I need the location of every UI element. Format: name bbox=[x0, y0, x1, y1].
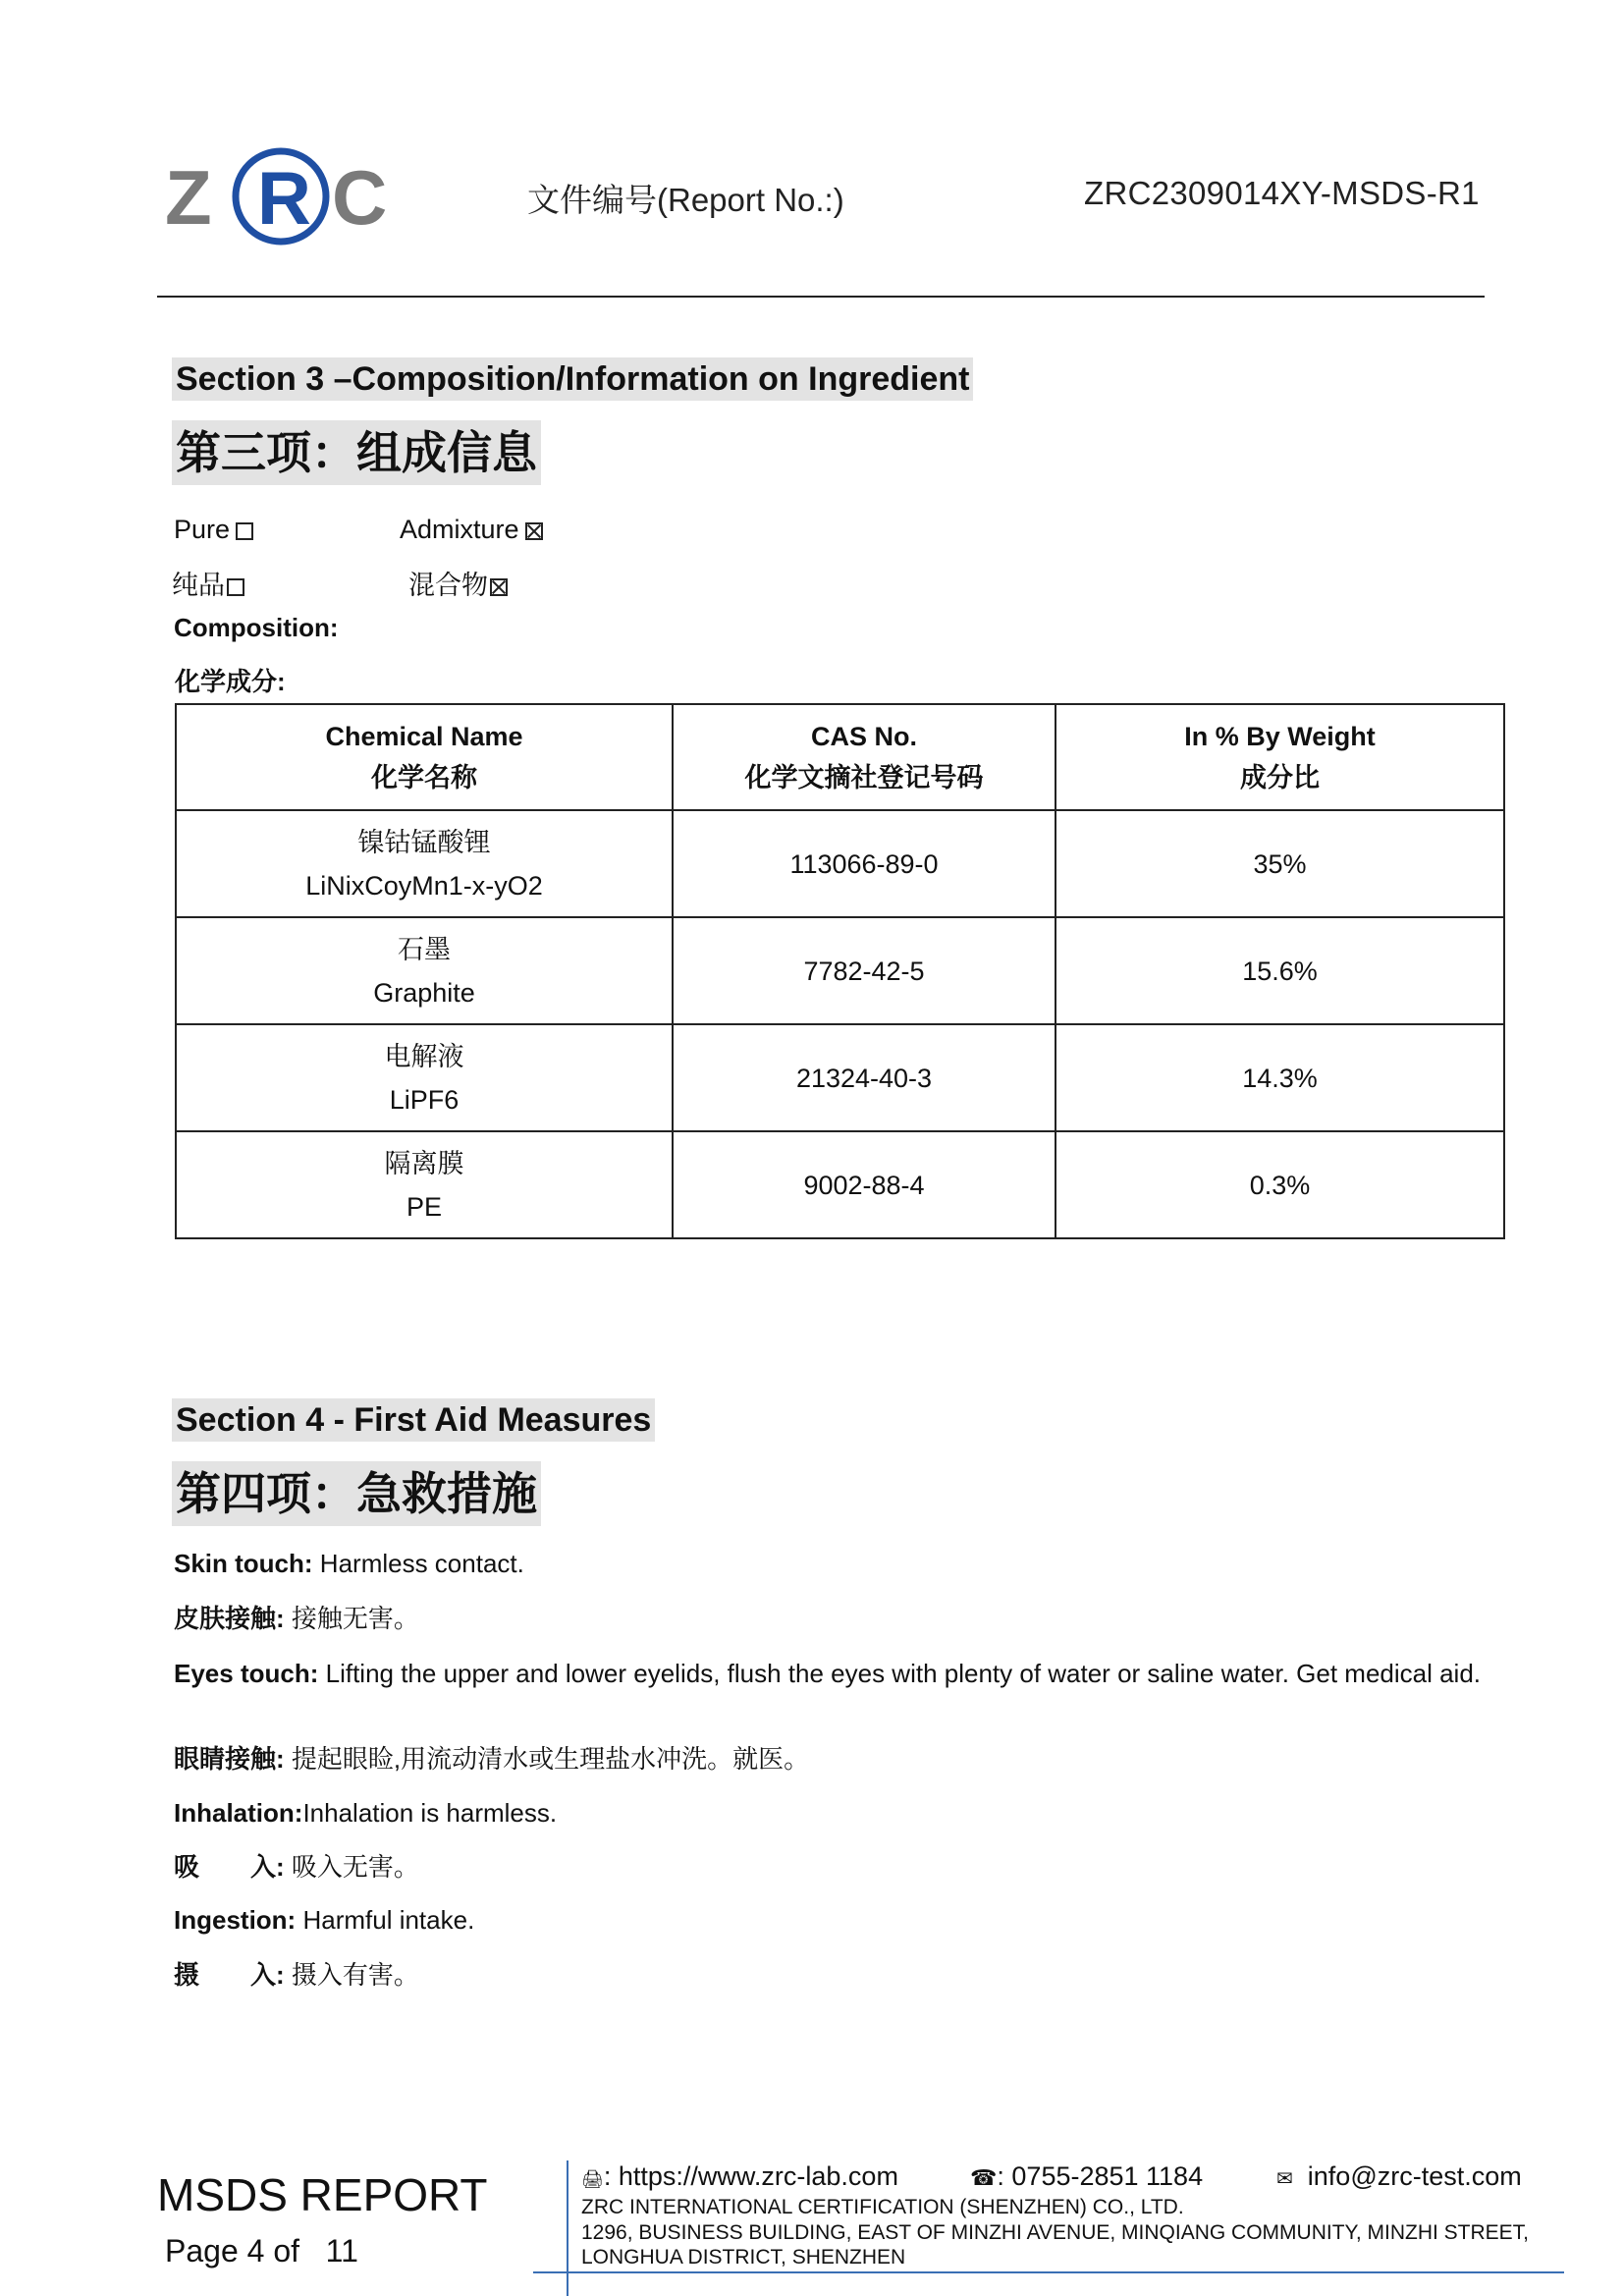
chemical-name-cn: 石墨 bbox=[398, 934, 451, 964]
weight-cell: 14.3% bbox=[1056, 1024, 1504, 1131]
composition-label-en: Composition: bbox=[174, 613, 339, 642]
admixture-checkbox-cn bbox=[490, 578, 508, 596]
ingestion-label-en: Ingestion: bbox=[174, 1905, 297, 1935]
chemical-name-cell bbox=[176, 1024, 673, 1131]
composition-table bbox=[175, 703, 1505, 1239]
page-label: Page 4 of bbox=[165, 2233, 299, 2269]
cas-cell: 113066-89-0 bbox=[673, 810, 1056, 917]
weight-cell: 0.3% bbox=[1056, 1131, 1504, 1238]
website-icon: 🖨 bbox=[581, 2169, 604, 2189]
footer-website bbox=[581, 2161, 898, 2192]
pure-label-cn: 纯品 bbox=[172, 571, 225, 600]
eyes-touch-cn bbox=[174, 1744, 1489, 1774]
cas-cell: 7782-42-5 bbox=[673, 917, 1056, 1024]
eyes-label-en: Eyes touch: bbox=[174, 1659, 319, 1688]
inhalation-text-cn: 吸入无害。 bbox=[291, 1852, 419, 1882]
pure-checkbox bbox=[236, 522, 253, 540]
skin-text-en: Harmless contact. bbox=[319, 1549, 524, 1578]
header-cn: 化学名称 bbox=[371, 763, 477, 793]
footer-title: MSDS REPORT bbox=[157, 2169, 488, 2220]
email-text: info@zrc-test.com bbox=[1307, 2161, 1522, 2191]
ingestion-text-en: Harmful intake. bbox=[302, 1905, 475, 1935]
chemical-name-cn: 隔离膜 bbox=[384, 1148, 464, 1178]
section4-title-cn: 第四项：急救措施 bbox=[172, 1461, 541, 1526]
footer-address-2: LONGHUA DISTRICT, SHENZHEN bbox=[581, 2246, 906, 2269]
header-cn: 成分比 bbox=[1240, 763, 1320, 793]
ingestion-en bbox=[174, 1905, 1489, 1935]
cas-cell: 9002-88-4 bbox=[673, 1131, 1056, 1238]
pure-option-en bbox=[174, 515, 253, 545]
chemical-name-cn: 镍钴锰酸锂 bbox=[357, 827, 491, 857]
footer-horizontal-divider bbox=[533, 2271, 1564, 2273]
header-en: Chemical Name bbox=[325, 722, 523, 751]
ingestion-cn bbox=[174, 1960, 1489, 1990]
footer-address-1: 1296, BUSINESS BUILDING, EAST OF MINZHI AVENUE, MINQIANG COMMUNITY, MINZHI STREET, bbox=[581, 2221, 1529, 2244]
eyes-text-en: Lifting the upper and lower eyelids, flush the eyes with plenty of water or saline water. Get medical aid. bbox=[325, 1659, 1482, 1688]
pure-label-en: Pure bbox=[174, 515, 231, 544]
table-row bbox=[176, 917, 1504, 1024]
phone-icon: ☎ bbox=[970, 2165, 998, 2190]
chemical-name-en: PE bbox=[406, 1191, 443, 1222]
section4-title-en: Section 4 - First Aid Measures bbox=[172, 1398, 655, 1442]
phone-text: : 0755-2851 1184 bbox=[997, 2161, 1204, 2191]
ingestion-label-cn: 摄 入: bbox=[174, 1960, 285, 1990]
website-text: : https://www.zrc-lab.com bbox=[603, 2161, 898, 2191]
ingestion-text-cn: 摄入有害。 bbox=[291, 1960, 419, 1990]
chemical-name-en: LiPF6 bbox=[389, 1084, 460, 1115]
admixture-label-cn: 混合物 bbox=[408, 571, 488, 600]
page-total: 11 bbox=[325, 2233, 358, 2269]
footer-phone bbox=[970, 2161, 1203, 2192]
weight-cell: 15.6% bbox=[1056, 917, 1504, 1024]
header-weight bbox=[1056, 704, 1504, 810]
header-divider bbox=[157, 296, 1485, 298]
footer-email bbox=[1276, 2161, 1522, 2192]
inhalation-label-cn: 吸 入: bbox=[174, 1852, 285, 1882]
chemical-name-cn: 电解液 bbox=[384, 1041, 464, 1071]
svg-text:R: R bbox=[257, 157, 311, 241]
eyes-touch-en bbox=[174, 1659, 1489, 1688]
footer-company: ZRC INTERNATIONAL CERTIFICATION (SHENZHEN) CO., LTD. bbox=[581, 2196, 1184, 2218]
skin-text-cn: 接触无害。 bbox=[291, 1604, 419, 1633]
zrc-logo bbox=[165, 145, 401, 247]
header-cas-no bbox=[673, 704, 1056, 810]
report-number: ZRC2309014XY-MSDS-R1 bbox=[1084, 175, 1480, 211]
admixture-label-en: Admixture bbox=[400, 515, 519, 544]
skin-label-en: Skin touch: bbox=[174, 1549, 313, 1578]
footer-vertical-divider bbox=[567, 2160, 568, 2296]
cas-cell: 21324-40-3 bbox=[673, 1024, 1056, 1131]
page-indicator bbox=[165, 2233, 358, 2269]
eyes-text-cn: 提起眼睑,用流动清水或生理盐水冲洗。就医。 bbox=[291, 1744, 810, 1774]
admixture-option-cn bbox=[408, 564, 508, 602]
pure-checkbox-cn bbox=[227, 578, 244, 596]
header-en: In % By Weight bbox=[1184, 722, 1376, 751]
skin-label-cn: 皮肤接触: bbox=[174, 1604, 285, 1633]
header-cn: 化学文摘社登记号码 bbox=[744, 763, 984, 793]
section3-title-cn: 第三项：组成信息 bbox=[172, 420, 541, 485]
svg-text:Z: Z bbox=[165, 154, 212, 241]
inhalation-en bbox=[174, 1798, 1489, 1828]
composition-label-cn: 化学成分: bbox=[175, 667, 286, 696]
admixture-option-en bbox=[400, 515, 543, 545]
section3-title-en: Section 3 –Composition/Information on Ingredient bbox=[172, 357, 973, 401]
pure-option-cn bbox=[172, 564, 244, 602]
skin-touch-cn bbox=[174, 1604, 1489, 1633]
svg-text:C: C bbox=[332, 154, 388, 241]
table-row bbox=[176, 810, 1504, 917]
report-number-label: 文件编号(Report No.:) bbox=[527, 182, 844, 218]
inhalation-label-en: Inhalation: bbox=[174, 1798, 303, 1828]
weight-cell: 35% bbox=[1056, 810, 1504, 917]
chemical-name-en: Graphite bbox=[373, 977, 475, 1008]
table-row bbox=[176, 1131, 1504, 1238]
mail-icon: ✉ bbox=[1276, 2168, 1293, 2190]
header-en: CAS No. bbox=[811, 722, 917, 751]
chemical-name-cell bbox=[176, 1131, 673, 1238]
inhalation-text-en: Inhalation is harmless. bbox=[302, 1798, 558, 1828]
admixture-checkbox bbox=[525, 522, 543, 540]
chemical-name-cell bbox=[176, 917, 673, 1024]
chemical-name-en: LiNixCoyMn1-x-yO2 bbox=[305, 870, 543, 901]
inhalation-cn bbox=[174, 1852, 1489, 1882]
eyes-label-cn: 眼睛接触: bbox=[174, 1744, 285, 1774]
header-chemical-name bbox=[176, 704, 673, 810]
table-row bbox=[176, 1024, 1504, 1131]
chemical-name-cell bbox=[176, 810, 673, 917]
skin-touch-en bbox=[174, 1549, 1489, 1578]
table-header-row bbox=[176, 704, 1504, 810]
